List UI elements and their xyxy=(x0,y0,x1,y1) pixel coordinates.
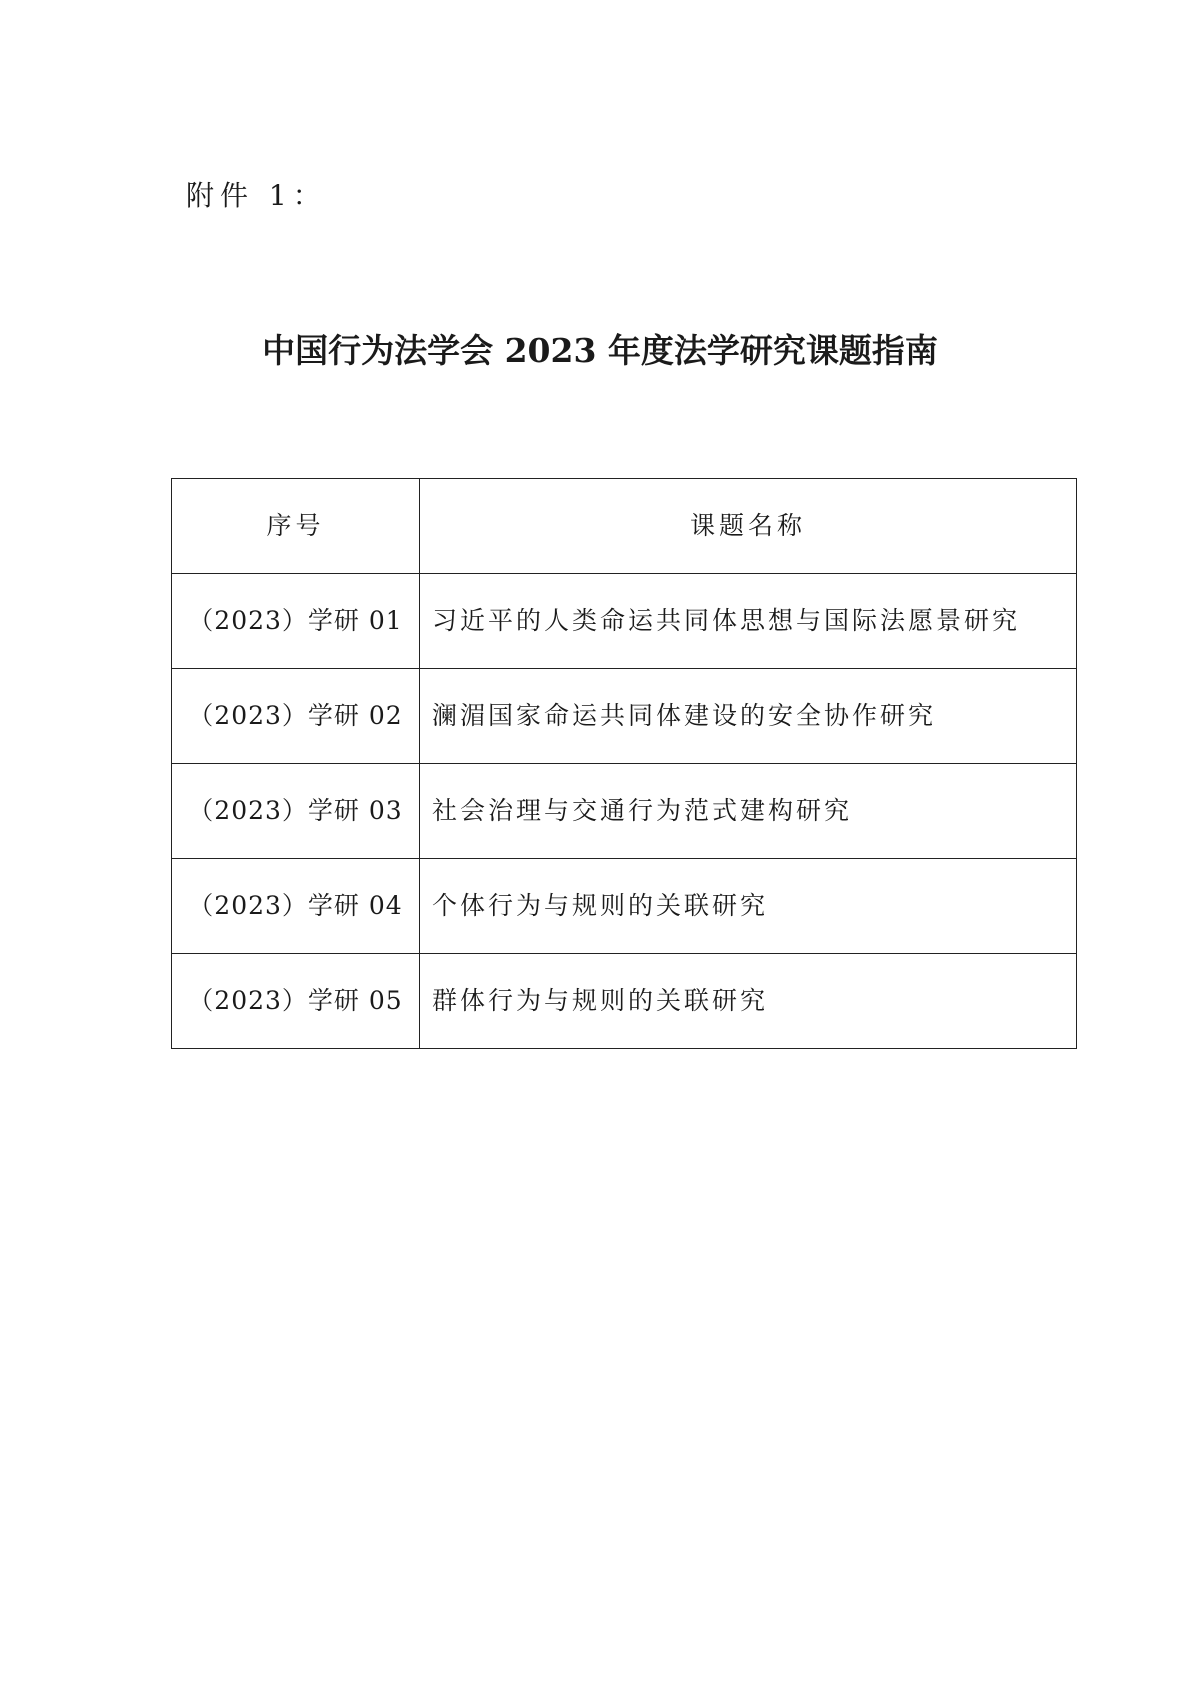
row-number: （2023）学研 05 xyxy=(172,954,420,1049)
header-topic-name: 课题名称 xyxy=(420,479,1077,574)
row-number: （2023）学研 03 xyxy=(172,764,420,859)
row-topic-name: 澜湄国家命运共同体建设的安全协作研究 xyxy=(420,669,1077,764)
row-number: （2023）学研 01 xyxy=(172,574,420,669)
row-topic-name: 习近平的人类命运共同体思想与国际法愿景研究 xyxy=(420,574,1077,669)
document-title: 中国行为法学会 2023 年度法学研究课题指南 xyxy=(262,331,938,370)
table-row xyxy=(172,954,1077,1049)
row-topic-name: 群体行为与规则的关联研究 xyxy=(420,954,1077,1049)
table-row xyxy=(172,859,1077,954)
row-topic-name: 个体行为与规则的关联研究 xyxy=(420,859,1077,954)
table-header-row xyxy=(172,479,1077,574)
table-row xyxy=(172,574,1077,669)
table-row xyxy=(172,669,1077,764)
row-topic-name: 社会治理与交通行为范式建构研究 xyxy=(420,764,1077,859)
header-number: 序号 xyxy=(172,479,420,574)
attachment-label: 附件 1： xyxy=(186,179,327,212)
table-row xyxy=(172,764,1077,859)
row-number: （2023）学研 04 xyxy=(172,859,420,954)
row-number: （2023）学研 02 xyxy=(172,669,420,764)
topic-table xyxy=(171,478,1077,1049)
